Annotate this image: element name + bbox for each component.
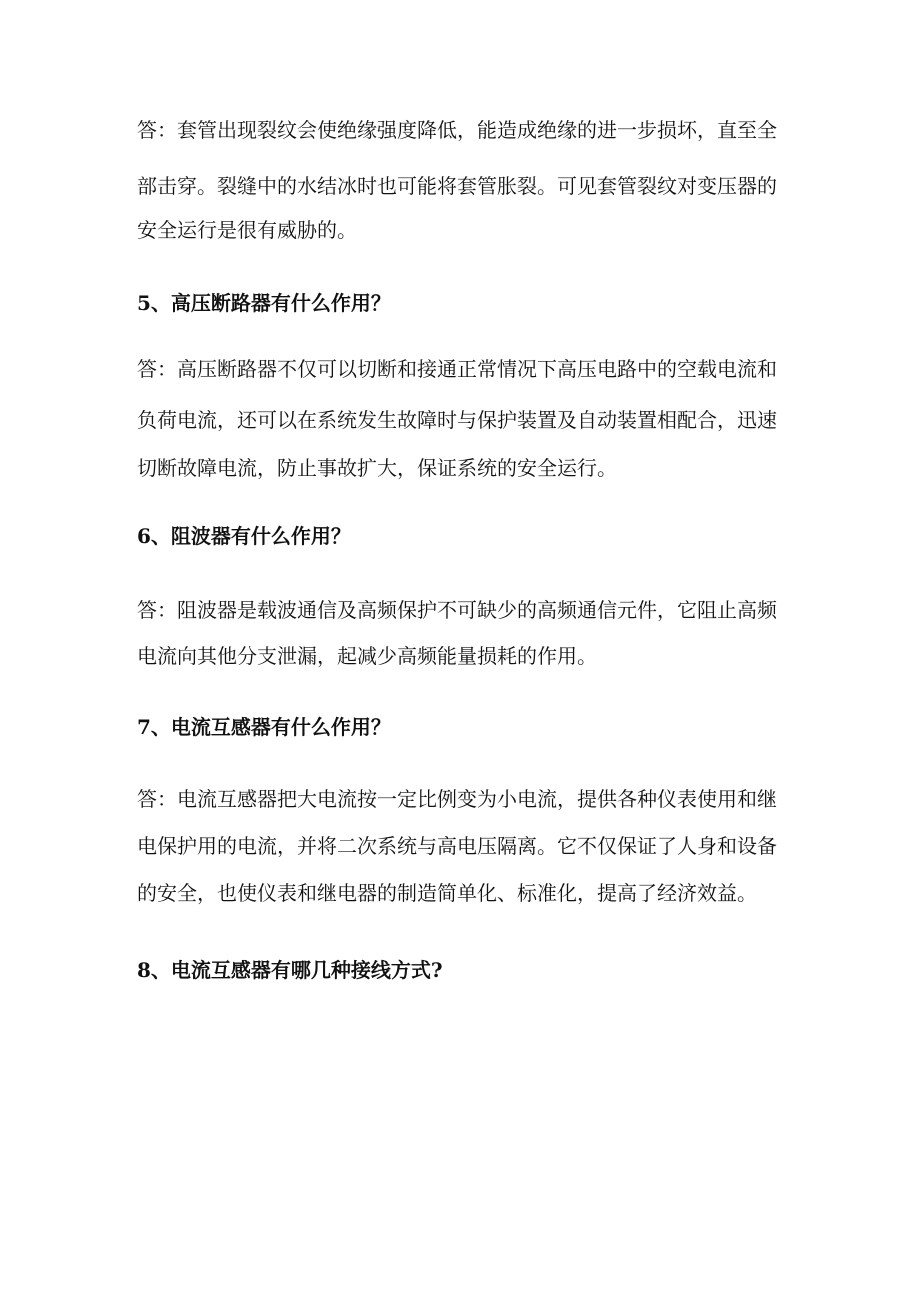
answer-5-line-3: 切断故障电流，防止事故扩大，保证系统的安全运行。 xyxy=(137,456,617,480)
answer-4-line-3: 安全运行是很有威胁的。 xyxy=(137,218,357,242)
question-7-heading: 7、电流互感器有什么作用？ xyxy=(137,715,391,739)
question-8-heading: 8、电流互感器有哪几种接线方式? xyxy=(137,958,443,982)
answer-6-line-1: 答：阻波器是载波通信及高频保护不可缺少的高频通信元件，它阻止高频 xyxy=(137,598,777,622)
answer-5-line-2: 负荷电流，还可以在系统发生故障时与保护装置及自动装置相配合，迅速 xyxy=(137,408,777,432)
answer-7-line-3: 的安全，也使仪表和继电器的制造简单化、标准化，提高了经济效益。 xyxy=(137,881,757,905)
answer-5-line-1: 答：高压断路器不仅可以切断和接通正常情况下高压电路中的空载电流和 xyxy=(137,357,777,381)
answer-4-line-1: 答：套管出现裂纹会使绝缘强度降低，能造成绝缘的进一步损坏，直至全 xyxy=(137,118,777,142)
answer-7-line-1: 答：电流互感器把大电流按一定比例变为小电流，提供各种仪表使用和继 xyxy=(137,787,777,811)
answer-4-line-2: 部击穿。裂缝中的水结冰时也可能将套管胀裂。可见套管裂纹对变压器的 xyxy=(137,174,777,198)
answer-7-line-2: 电保护用的电流，并将二次系统与高电压隔离。它不仅保证了人身和设备 xyxy=(137,834,777,858)
question-6-heading: 6、阻波器有什么作用？ xyxy=(137,524,351,548)
question-5-heading: 5、高压断路器有什么作用？ xyxy=(137,291,391,315)
answer-6-line-2: 电流向其他分支泄漏，起减少高频能量损耗的作用。 xyxy=(137,644,597,668)
